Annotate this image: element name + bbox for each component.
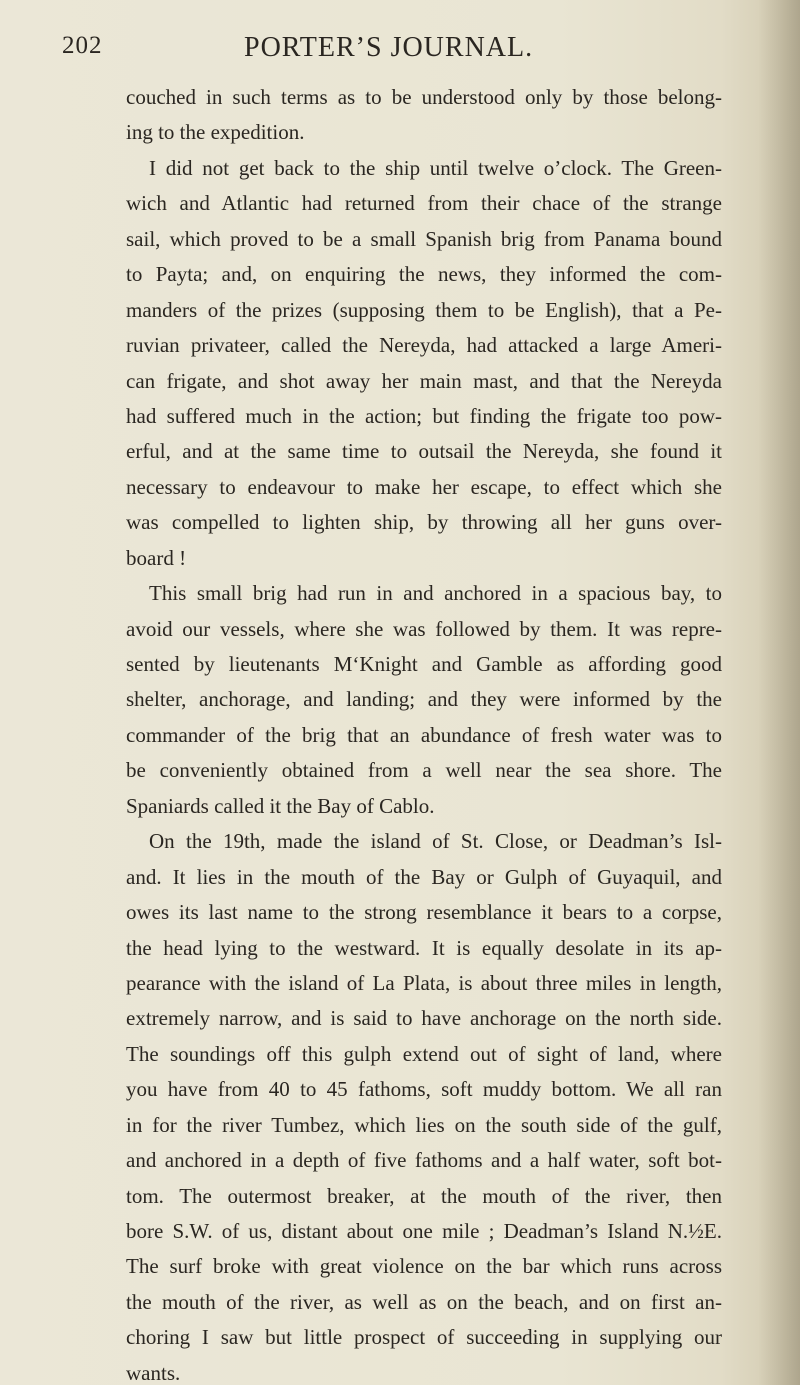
text-line: to Payta; and, on enquiring the news, they informed the com- — [126, 262, 722, 287]
text-line: erful, and at the same time to outsail the Nereyda, she found it — [126, 439, 722, 464]
text-line: sented by lieutenants M‘Knight and Gamble as affording good — [126, 652, 722, 676]
text-line: tom. The outermost breaker, at the mouth of the river, then — [126, 1183, 722, 1208]
text-line: This small brig had run in and anchored in a spacious bay, to — [149, 581, 722, 606]
text-line: board ! — [126, 545, 187, 570]
text-line: extremely narrow, and is said to have anchorage on the north side. — [126, 1006, 722, 1031]
running-head — [62, 32, 702, 76]
text-line: couched in such terms as to be understood only by those belong- — [126, 85, 722, 109]
text-line: can frigate, and shot away her main mast, and that the Nereyda — [126, 368, 722, 393]
text-line: pearance with the island of La Plata, is about three miles in length, — [126, 970, 722, 995]
running-title: PORTER’S JOURNAL. — [244, 32, 534, 63]
text-line: On the 19th, made the island of St. Close, or Deadman’s Isl- — [149, 829, 722, 854]
text-line: ruvian privateer, called the Nereyda, had attacked a large Ameri- — [126, 333, 722, 358]
text-line: bore S.W. of us, distant about one mile ; Deadman’s Island N.½E. — [126, 1219, 722, 1243]
page-edge-shadow — [758, 0, 800, 1385]
text-line: and. It lies in the mouth of the Bay or Gulph of Guyaquil, and — [126, 864, 722, 889]
text-line: commander of the brig that an abundance of fresh water was to — [126, 722, 722, 747]
text-line: and anchored in a depth of five fathoms and a half water, soft bot- — [126, 1148, 722, 1173]
text-line: owes its last name to the strong resemblance it bears to a corpse, — [126, 900, 722, 925]
text-line: sail, which proved to be a small Spanish brig from Panama bound — [126, 226, 722, 251]
text-line: The soundings off this gulph extend out of sight of land, where — [126, 1041, 722, 1066]
text-line: I did not get back to the ship until twelve o’clock. The Green- — [149, 155, 722, 180]
text-line: had suffered much in the action; but finding the frigate too pow- — [126, 403, 722, 428]
text-line: The surf broke with great violence on the bar which runs across — [126, 1254, 722, 1279]
text-line: wants. — [126, 1360, 181, 1385]
text-line: wich and Atlantic had returned from their chace of the strange — [126, 191, 722, 216]
text-line: the head lying to the westward. It is equally desolate in its ap- — [126, 935, 722, 960]
text-line: avoid our vessels, where she was followed by them. It was repre- — [126, 616, 722, 641]
text-line: choring I saw but little prospect of succeeding in supplying our — [126, 1325, 722, 1350]
text-line: the mouth of the river, as well as on the beach, and on first an- — [126, 1289, 722, 1314]
text-line: necessary to endeavour to make her escape, to effect which she — [126, 474, 722, 499]
text-line: you have from 40 to 45 fathoms, soft muddy bottom. We all ran — [126, 1077, 722, 1102]
text-line: be conveniently obtained from a well near the sea shore. The — [126, 758, 722, 783]
text-line: ing to the expedition. — [126, 120, 305, 145]
text-line: Spaniards called it the Bay of Cablo. — [126, 793, 435, 818]
text-line: was compelled to lighten ship, by throwing all her guns over- — [126, 510, 722, 535]
body-text — [126, 80, 722, 1385]
page-number: 202 — [62, 32, 103, 59]
text-line: manders of the prizes (supposing them to be English), that a Pe- — [126, 297, 722, 322]
text-line: in for the river Tumbez, which lies on the south side of the gulf, — [126, 1112, 722, 1137]
text-line: shelter, anchorage, and landing; and they were informed by the — [126, 687, 722, 712]
